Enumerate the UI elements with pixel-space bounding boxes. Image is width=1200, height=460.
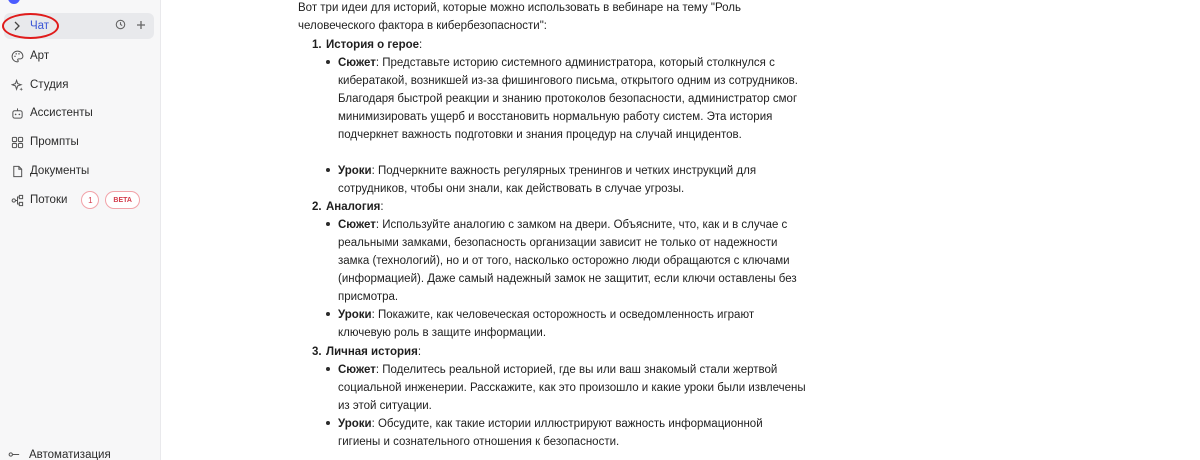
plot-label: Сюжет xyxy=(338,364,376,376)
bullet-icon xyxy=(326,168,330,172)
plot-text: Поделитесь реальной историей, где вы или ваш знакомый стали жертвой социальной инженерии. Расскажите, как это произошло и какие уроки были извлечены из этой ситуации. xyxy=(338,364,806,412)
story-title: Личная история xyxy=(326,346,418,358)
story-lessons: Уроки: Подчеркните важность регулярных тренингов и четких инструкций для сотрудников, чтобы они знали, как действовать в случае угрозы. xyxy=(338,162,808,198)
flow-icon xyxy=(10,193,24,207)
lessons-label: Уроки xyxy=(338,309,372,321)
story-number: 2. xyxy=(312,201,322,213)
plot-label: Сюжет xyxy=(338,57,376,69)
sidebar-item-art[interactable] xyxy=(4,43,154,69)
sidebar-item-label: Промпты xyxy=(30,136,79,148)
message-intro: Вот три идеи для историй, которые можно использовать в вебинаре на тему "Роль человеческого фактора в кибербезопасности": xyxy=(298,2,741,32)
beta-badge: BETA xyxy=(105,191,140,209)
sidebar-item-label: Ассистенты xyxy=(30,107,93,119)
palette-icon xyxy=(10,49,24,63)
chat-actions xyxy=(115,19,146,33)
story-number: 3. xyxy=(312,346,322,358)
story-plot: Сюжет: Представьте историю системного администратора, который столкнулся с кибератакой, возникшей из-за фишингового письма, открытого одним из сотрудников. Благодаря быстрой реакции и знанию протоколов безопасности, администратор смог минимизировать ущерб и восстановить нормальную работу систем. Эта история подчеркнет важность подготовки и знания процедур на случай инцидентов. xyxy=(338,54,808,144)
sidebar xyxy=(0,0,161,460)
automation-icon xyxy=(8,448,21,460)
story-heading: 1. История о герое: xyxy=(312,36,422,54)
story-title: История о герое xyxy=(326,39,420,51)
story-lessons: Уроки: Покажите, как человеческая осторожность и осведомленность играют ключевую роль в защите информации. xyxy=(338,306,808,342)
sidebar-item-assistants[interactable] xyxy=(4,100,154,126)
story-heading: 2. Аналогия: xyxy=(312,198,384,216)
plot-text: Представьте историю системного администратора, который столкнулся с кибератакой, возникшей из-за фишингового письма, открытого одним из сотрудников. Благодаря быстрой реакции и знанию протоколов безопасности, администратор смог минимизировать ущерб и восстановить нормальную работу систем. Эта история подчеркнет важность подготовки и знания процедур на случай инцидентов. xyxy=(338,57,798,141)
bullet-icon xyxy=(326,367,330,371)
lessons-label: Уроки xyxy=(338,165,372,177)
plot-text: Используйте аналогию с замком на двери. Объясните, что, как и в случае с реальными замками, безопасность организации зависит не только от надежности замка (технологий), но и от того, насколько осторожно люди обращаются с ключами (информацией). Даже самый надежный замок не защитит, если ключи оставлены без присмотра. xyxy=(338,219,797,303)
bot-icon xyxy=(10,106,24,120)
bullet-icon xyxy=(326,312,330,316)
sidebar-item-chat[interactable] xyxy=(4,13,154,39)
sidebar-item-studio[interactable] xyxy=(4,72,154,98)
sidebar-item-label: Чат xyxy=(30,20,50,32)
sidebar-item-label: Документы xyxy=(30,165,90,177)
bullet-icon xyxy=(326,222,330,226)
grid-icon xyxy=(10,135,24,149)
sidebar-item-label: Автоматизация xyxy=(29,448,111,460)
story-lessons: Уроки: Обсудите, как такие истории иллюстрируют важность информационной гигиены и сознательного отношения к безопасности. xyxy=(338,415,808,451)
history-icon[interactable] xyxy=(115,19,126,33)
story-plot: Сюжет: Используйте аналогию с замком на двери. Объясните, что, как и в случае с реальными замками, безопасность организации зависит не только от надежности замка (технологий), но и от того, насколько осторожно люди обращаются с ключами (информацией). Даже самый надежный замок не защитит, если ключи оставлены без присмотра. xyxy=(338,216,808,306)
lessons-text: Покажите, как человеческая осторожность и осведомленность играют ключевую роль в защите информации. xyxy=(338,309,755,339)
plus-icon[interactable] xyxy=(136,19,146,33)
sparkle-icon xyxy=(10,78,24,92)
lessons-text: Подчеркните важность регулярных тренингов и четких инструкций для сотрудников, чтобы они знали, как действовать в случае угрозы. xyxy=(338,165,757,195)
sidebar-item-label: Потоки xyxy=(30,194,68,206)
lessons-label: Уроки xyxy=(338,418,372,430)
story-title: Аналогия xyxy=(326,201,381,213)
lessons-text: Обсудите, как такие истории иллюстрируют важность информационной гигиены и сознательного отношения к безопасности. xyxy=(338,418,763,448)
sidebar-item-automation[interactable] xyxy=(8,448,111,460)
story-plot: Сюжет: Поделитесь реальной историей, где вы или ваш знакомый стали жертвой социальной инженерии. Расскажите, как это произошло и какие уроки были извлечены из этой ситуации. xyxy=(338,361,808,415)
chevron-right-icon[interactable] xyxy=(10,19,24,33)
document-icon xyxy=(10,164,24,178)
sidebar-item-documents[interactable] xyxy=(4,158,154,184)
story-number: 1. xyxy=(312,39,322,51)
story-heading: 3. Личная история: xyxy=(312,343,421,361)
bullet-icon xyxy=(326,421,330,425)
sidebar-item-label: Студия xyxy=(30,79,69,91)
plot-label: Сюжет xyxy=(338,219,376,231)
bullet-icon xyxy=(326,60,330,64)
sidebar-item-flows[interactable] xyxy=(4,187,154,213)
sidebar-item-prompts[interactable] xyxy=(4,129,154,155)
app-logo xyxy=(8,0,20,4)
sidebar-item-label: Арт xyxy=(30,50,50,62)
flows-count-badge: 1 xyxy=(81,191,99,209)
